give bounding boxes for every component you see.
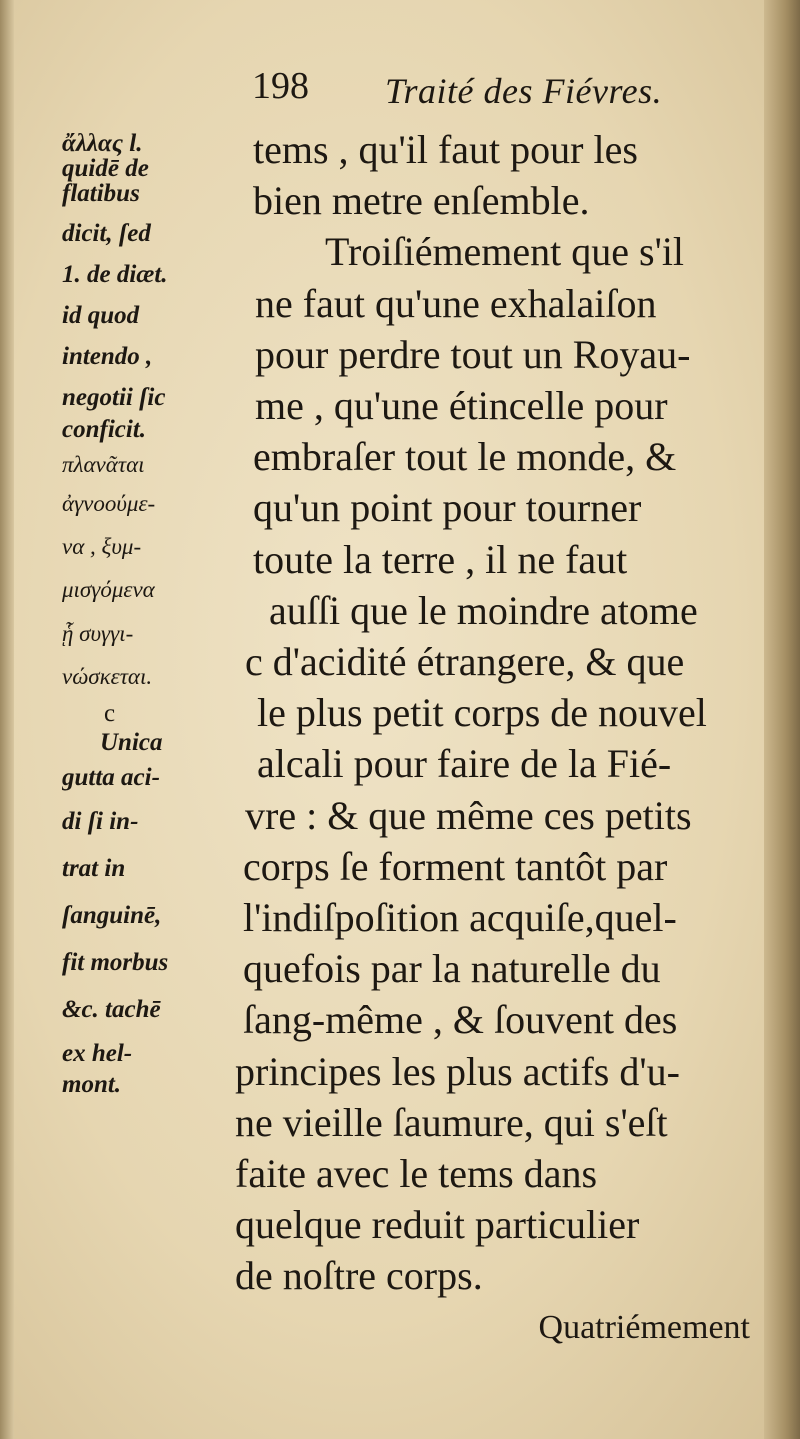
text-line: l'indiſpoſition acquiſe,quel- <box>243 895 677 941</box>
margin-note-line: conficit. <box>62 415 147 443</box>
text-line: alcali pour faire de la Fié- <box>257 741 672 787</box>
text-line: c d'acidité étrangere, & que <box>245 639 685 685</box>
margin-note-line: mont. <box>62 1070 122 1098</box>
margin-note-line: &c. tachē <box>62 996 161 1024</box>
text-line: qu'un point pour tourner <box>253 485 642 531</box>
page-number: 198 <box>252 65 309 107</box>
margin-notes <box>62 118 242 1110</box>
text-line: ne vieille ſaumure, qui s'eſt <box>235 1099 668 1145</box>
margin-note-line: ex hel- <box>62 1039 133 1067</box>
running-title: Traité des Fiévres. <box>385 71 663 111</box>
text-line: ne faut qu'une exhalaiſon <box>255 280 657 326</box>
text-line: embraſer tout le monde, & <box>253 434 677 480</box>
margin-note-line: gutta aci- <box>62 764 160 792</box>
text-line: quefois par la naturelle du <box>243 946 661 992</box>
text-line: le plus petit corps de nouvel <box>257 690 707 736</box>
text-line: quelque reduit particulier <box>235 1202 640 1248</box>
catchword: Quatriémement <box>538 1308 750 1346</box>
margin-note-marker: c <box>104 700 116 728</box>
margin-note-greek-line: ᾗ συγγι- <box>62 620 134 646</box>
margin-note-line: flatibus <box>62 180 140 208</box>
page-gutter-shadow <box>0 0 14 1439</box>
margin-note-line: dicit, ſed <box>62 219 151 247</box>
margin-note-line: trat in <box>62 854 126 882</box>
text-line: faite avec le tems dans <box>235 1151 598 1197</box>
margin-note-greek-line: μισγόμενα <box>62 577 155 603</box>
margin-note-line: di ſi in- <box>62 807 139 835</box>
margin-note-line: fit morbus <box>62 949 169 977</box>
margin-note-line: ἄλλας l. <box>62 130 143 157</box>
text-line: corps ſe forment tantôt par <box>243 843 668 889</box>
margin-note-line: 1. de diæt. <box>62 260 168 288</box>
margin-note-line: negotii ſic <box>62 384 166 412</box>
margin-note-greek-line: πλανᾶται <box>62 451 145 477</box>
text-line: pour perdre tout un Royau- <box>255 331 691 377</box>
main-text <box>225 124 770 1353</box>
text-line: vre : & que même ces petits <box>245 792 692 838</box>
text-line: Troiſiémement que s'il <box>325 229 685 275</box>
margin-note-line: quidē de <box>62 155 149 183</box>
text-line: me , qu'une étincelle pour <box>255 383 668 429</box>
text-line: bien metre enſemble. <box>253 178 590 224</box>
margin-note-line: id quod <box>62 302 140 330</box>
margin-note-greek-line: να , ξυμ- <box>62 534 142 560</box>
text-line: toute la terre , il ne faut <box>253 536 628 582</box>
margin-note-line: intendo , <box>62 343 153 371</box>
margin-note-line: Unica <box>100 729 163 757</box>
text-line: tems , qu'il faut pour les <box>253 127 638 172</box>
margin-note-greek-line: νώσκεται. <box>62 663 153 689</box>
text-line: de noſtre corps. <box>235 1253 483 1299</box>
text-line: ſang-même , & ſouvent des <box>243 997 678 1043</box>
text-line: auſſi que le moindre atome <box>269 587 698 633</box>
margin-note-greek-line: ἀγνοούμε- <box>62 491 156 517</box>
text-line: principes les plus actifs d'u- <box>235 1048 680 1094</box>
margin-note-line: ſanguinē, <box>62 902 162 930</box>
